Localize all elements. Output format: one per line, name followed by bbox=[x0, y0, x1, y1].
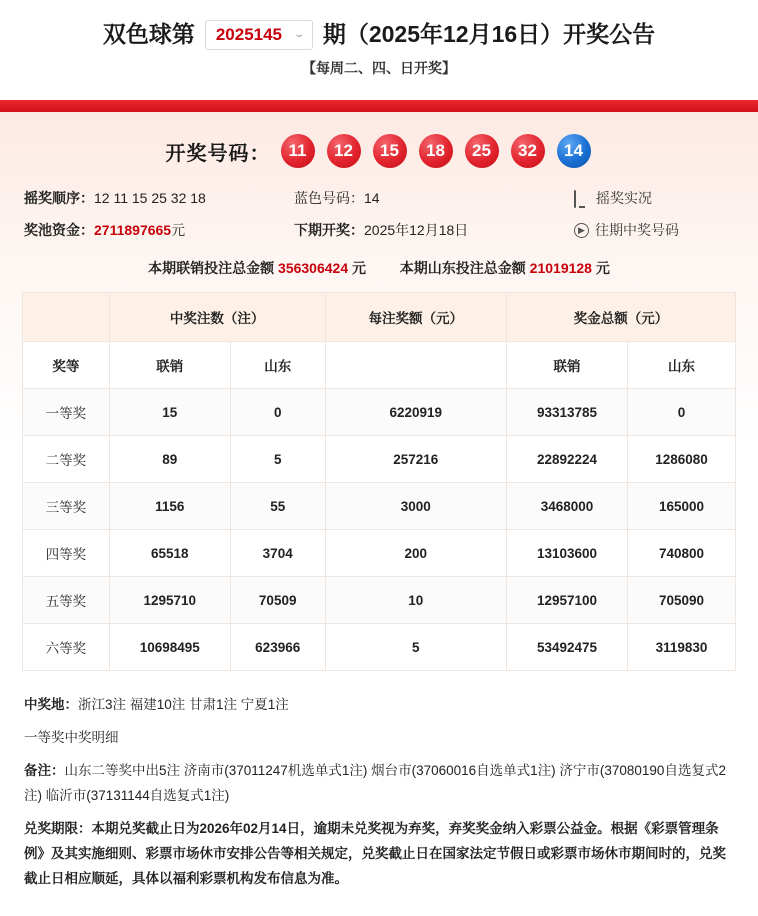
red-divider-band bbox=[0, 100, 758, 112]
red-ball: 32 bbox=[511, 134, 545, 168]
remark-label: 备注： bbox=[24, 762, 65, 778]
sub-header-per-prize-blank bbox=[325, 342, 506, 389]
issue-select[interactable] bbox=[205, 20, 313, 50]
row-sum-national: 53492475 bbox=[506, 624, 627, 671]
draw-order-label: 摇奖顺序： bbox=[24, 190, 94, 206]
row-count-national: 89 bbox=[109, 436, 230, 483]
prize-table-group-header-row bbox=[23, 293, 736, 342]
red-ball: 11 bbox=[281, 134, 315, 168]
announcement-body bbox=[0, 112, 758, 916]
row-sum-national: 12957100 bbox=[506, 577, 627, 624]
row-per-prize: 200 bbox=[325, 530, 506, 577]
row-level: 五等奖 bbox=[23, 577, 110, 624]
row-count-national: 65518 bbox=[109, 530, 230, 577]
remark-line bbox=[24, 759, 734, 809]
winning-place-line bbox=[24, 693, 734, 718]
next-draw-cell bbox=[294, 220, 574, 240]
row-per-prize: 5 bbox=[325, 624, 506, 671]
row-level: 六等奖 bbox=[23, 624, 110, 671]
blue-number-value: 14 bbox=[364, 190, 380, 206]
notes-section bbox=[22, 671, 736, 892]
prize-pool-cell bbox=[24, 220, 294, 240]
row-per-prize: 10 bbox=[325, 577, 506, 624]
prize-pool-label: 奖池资金： bbox=[24, 222, 94, 238]
table-row bbox=[23, 624, 736, 671]
national-sales-value: 356306424 bbox=[278, 260, 349, 276]
winning-place-label: 中奖地： bbox=[24, 697, 78, 712]
row-level: 一等奖 bbox=[23, 389, 110, 436]
row-sum-national: 13103600 bbox=[506, 530, 627, 577]
page-subtitle: 【每周二、四、日开奖】 bbox=[302, 60, 456, 76]
history-numbers-link-label: 往期中奖号码 bbox=[595, 222, 679, 238]
red-ball: 15 bbox=[373, 134, 407, 168]
sub-header-sum-national: 联销 bbox=[506, 342, 627, 389]
next-draw-value: 2025年12月18日 bbox=[364, 222, 469, 238]
prize-pool-unit: 元 bbox=[171, 222, 186, 238]
red-ball: 12 bbox=[327, 134, 361, 168]
row-sum-local: 705090 bbox=[628, 577, 736, 624]
row-count-national: 15 bbox=[109, 389, 230, 436]
row-count-national: 1156 bbox=[109, 483, 230, 530]
red-ball: 18 bbox=[419, 134, 453, 168]
sales-totals-row bbox=[22, 240, 736, 292]
title-suffix: 期（2025年12月16日）开奖公告 bbox=[322, 21, 656, 48]
row-level: 二等奖 bbox=[23, 436, 110, 483]
live-draw-link[interactable] bbox=[574, 188, 734, 208]
row-count-local: 0 bbox=[230, 389, 325, 436]
monitor-icon bbox=[574, 191, 590, 205]
deadline-line bbox=[24, 817, 734, 892]
table-row bbox=[23, 530, 736, 577]
sub-header-sum-local: 山东 bbox=[628, 342, 736, 389]
national-sales-unit: 元 bbox=[352, 260, 366, 276]
chevron-down-icon: ⌄ bbox=[293, 29, 306, 40]
group-header-blank bbox=[23, 293, 110, 342]
row-count-national: 1295710 bbox=[109, 577, 230, 624]
row-count-national: 10698495 bbox=[109, 624, 230, 671]
remark-value: 山东二等奖中出5注 济南市(37011247机选单式1注) 烟台市(37060016自选单式1注) 济宁市(37080190自选复式2注) 临沂市(37131144自选复式1注) bbox=[24, 762, 726, 803]
row-sum-local: 0 bbox=[628, 389, 736, 436]
row-level: 四等奖 bbox=[23, 530, 110, 577]
winning-numbers-row bbox=[22, 112, 736, 184]
row-count-local: 623966 bbox=[230, 624, 325, 671]
group-header-winner-count: 中奖注数（注） bbox=[109, 293, 325, 342]
row-count-local: 55 bbox=[230, 483, 325, 530]
sub-header-level: 奖等 bbox=[23, 342, 110, 389]
row-sum-local: 1286080 bbox=[628, 436, 736, 483]
local-sales-value: 21019128 bbox=[529, 260, 592, 276]
row-count-local: 3704 bbox=[230, 530, 325, 577]
row-per-prize: 257216 bbox=[325, 436, 506, 483]
row-sum-national: 22892224 bbox=[506, 436, 627, 483]
row-per-prize: 3000 bbox=[325, 483, 506, 530]
row-sum-local: 3119830 bbox=[628, 624, 736, 671]
row-per-prize: 6220919 bbox=[325, 389, 506, 436]
national-sales-label: 本期联销投注总金额 bbox=[148, 260, 275, 276]
blue-number-cell bbox=[294, 188, 574, 208]
table-row bbox=[23, 483, 736, 530]
row-count-local: 5 bbox=[230, 436, 325, 483]
row-level: 三等奖 bbox=[23, 483, 110, 530]
local-sales-label: 本期山东投注总金额 bbox=[399, 260, 526, 276]
table-row bbox=[23, 389, 736, 436]
winning-numbers-label: 开奖号码： bbox=[165, 142, 271, 165]
draw-info-grid bbox=[22, 184, 736, 240]
table-row bbox=[23, 577, 736, 624]
issue-select-value: 2025145 bbox=[215, 24, 283, 44]
row-count-local: 70509 bbox=[230, 577, 325, 624]
prize-pool-value: 2711897665 bbox=[94, 222, 172, 238]
blue-number-label: 蓝色号码： bbox=[294, 190, 364, 206]
winning-place-value: 浙江3注 福建10注 甘肃1注 宁夏1注 bbox=[78, 697, 289, 712]
prize-table-head bbox=[23, 293, 736, 389]
next-draw-label: 下期开奖： bbox=[294, 222, 364, 238]
group-header-total-prize: 奖金总额（元） bbox=[506, 293, 735, 342]
table-row bbox=[23, 436, 736, 483]
red-ball: 25 bbox=[465, 134, 499, 168]
live-draw-link-label: 摇奖实况 bbox=[596, 190, 652, 206]
prize-table bbox=[22, 292, 736, 671]
row-sum-local: 740800 bbox=[628, 530, 736, 577]
row-sum-local: 165000 bbox=[628, 483, 736, 530]
page-title bbox=[0, 20, 758, 50]
blue-ball: 14 bbox=[557, 134, 591, 168]
row-sum-national: 93313785 bbox=[506, 389, 627, 436]
deadline-value: 本期兑奖截止日为2026年02月14日，逾期未兑奖视为弃奖，弃奖奖金纳入彩票公益金。根据《彩票管理条例》及其实施细则、彩票市场休市安排公告等相关规定，兑奖截止日在国家法定节假日或彩票市场休市期间时的，兑奖截止日相应顺延，具体以福利彩票机构发布信息为准。 bbox=[24, 820, 726, 886]
prize-table-body bbox=[23, 389, 736, 671]
title-prefix: 双色球第 bbox=[102, 21, 195, 48]
group-header-per-prize: 每注奖额（元） bbox=[325, 293, 506, 342]
history-numbers-link[interactable] bbox=[574, 220, 734, 240]
sub-header-count-national: 联销 bbox=[109, 342, 230, 389]
deadline-label: 兑奖期限： bbox=[24, 820, 92, 836]
prize-table-sub-header-row bbox=[23, 342, 736, 389]
first-prize-detail-link[interactable] bbox=[24, 726, 734, 751]
first-prize-detail-label: 一等奖中奖明细 bbox=[24, 729, 119, 745]
draw-order-cell bbox=[24, 188, 294, 208]
sub-header-count-local: 山东 bbox=[230, 342, 325, 389]
page-header bbox=[0, 0, 758, 88]
draw-order-value: 12 11 15 25 32 18 bbox=[94, 190, 206, 206]
local-sales-unit: 元 bbox=[595, 260, 610, 276]
arrow-right-circle-icon: ▶ bbox=[574, 223, 589, 238]
row-sum-national: 3468000 bbox=[506, 483, 627, 530]
